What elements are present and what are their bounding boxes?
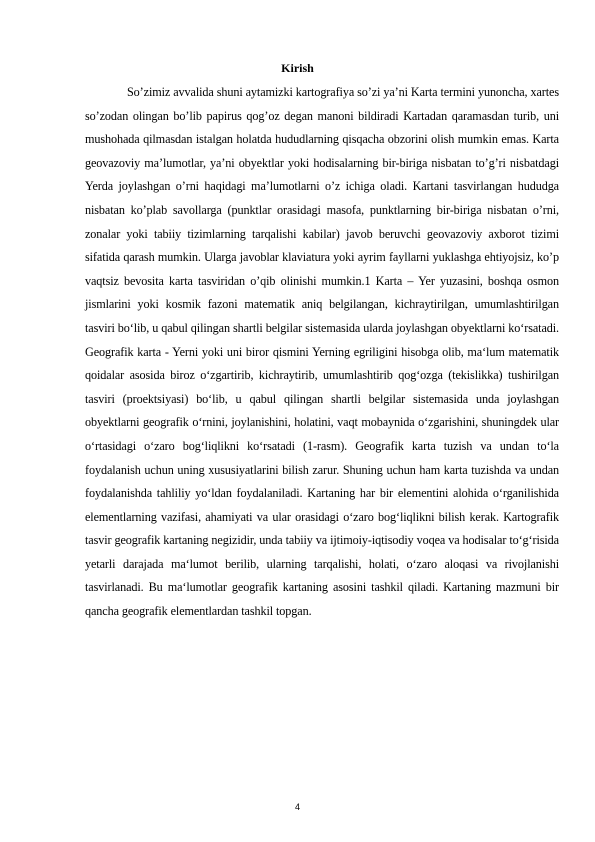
page-number: 4 <box>294 802 300 812</box>
page-title: Kirish <box>281 61 314 75</box>
body-paragraph: So’zimiz avvalida shuni aytamizki kartografiya so’zi ya’ni Karta termini yunoncha, xartes so’zodan olingan bo’lib papirus qog’oz degan manoni bildiradi Kartadan qaramasdan turib, uni mushohada qilmasdan istalgan holatda hududlarning qisqacha obzorini olish mumkin emas. Karta geovazoviy ma’lumotlar, ya’ni obyektlar yoki hodisalarning bir-biriga nisbatan to’g’ri nisbatdagi Yerda joylashgan o’rni haqidagi ma’lumotlarni o’z ichiga oladi. Kartani tasvirlangan hududga nisbatan ko’plab savollarga (punktlar orasidagi masofa, punktlarning bir-biriga nisbatan o’rni, zonalar yoki tabiiy tizimlarning tarqalishi kabilar) javob beruvchi geovazoviy axborot tizimi sifatida qarash mumkin. Ularga javoblar klaviatura yoki ayrim fayllarni yuklashga ehtiyojsiz, ko’p vaqtsiz bevosita karta tasviridan o’qib olinishi mumkin.1 Karta – Yer yuzasini, boshqa osmon jismlarini yoki kosmik fazoni matematik aniq belgilangan, kichraytirilgan, umumlashtirilgan tasviri bo‘lib, u qabul qilingan shartli belgilar sistemasida ularda joylashgan obyektlarni ko‘rsatadi. Geografik karta - Yerni yoki uni biror qismini Yerning egriligini hisobga olib, ma‘lum matematik qoidalar asosida biroz o‘zgartirib, kichraytirib, umumlashtirib qog‘ozga (tekislikka) tushirilgan tasviri (proektsiyasi) bo‘lib, u qabul qilingan shartli belgilar sistemasida unda joylashgan obyektlarni geografik o‘rnini, joylanishini, holatini, vaqt mobaynida o‘zgarishini, shuningdek ular o‘rtasidagi o‘zaro bog‘liqlikni ko‘rsatadi (1-rasm). Geografik karta tuzish va undan to‘la foydalanish uchun uning xususiyatlarini bilish zarur. Shuning uchun ham karta tuzishda va undan foydalanishda tahliliy yo‘ldan foydalaniladi. Kartaning har bir elementini alohida o‘rganilishida elementlarning vazifasi, ahamiyati va ular orasidagi o‘zaro bog‘liqlikni bilish kerak. Kartografik tasvir geografik kartaning negizidir, unda tabiiy va ijtimoiy-iqtisodiy voqea va hodisalar to‘g‘risida yetarli darajada ma‘lumot berilib, ularning tarqalishi, holati, o‘zaro aloqasi va rivojlanishi tasvirlanadi. Bu ma‘lumotlar geografik kartaning asosini tashkil qiladi. Kartaning mazmuni bir qancha geografik elementlardan tashkil topgan. <box>85 85 559 619</box>
